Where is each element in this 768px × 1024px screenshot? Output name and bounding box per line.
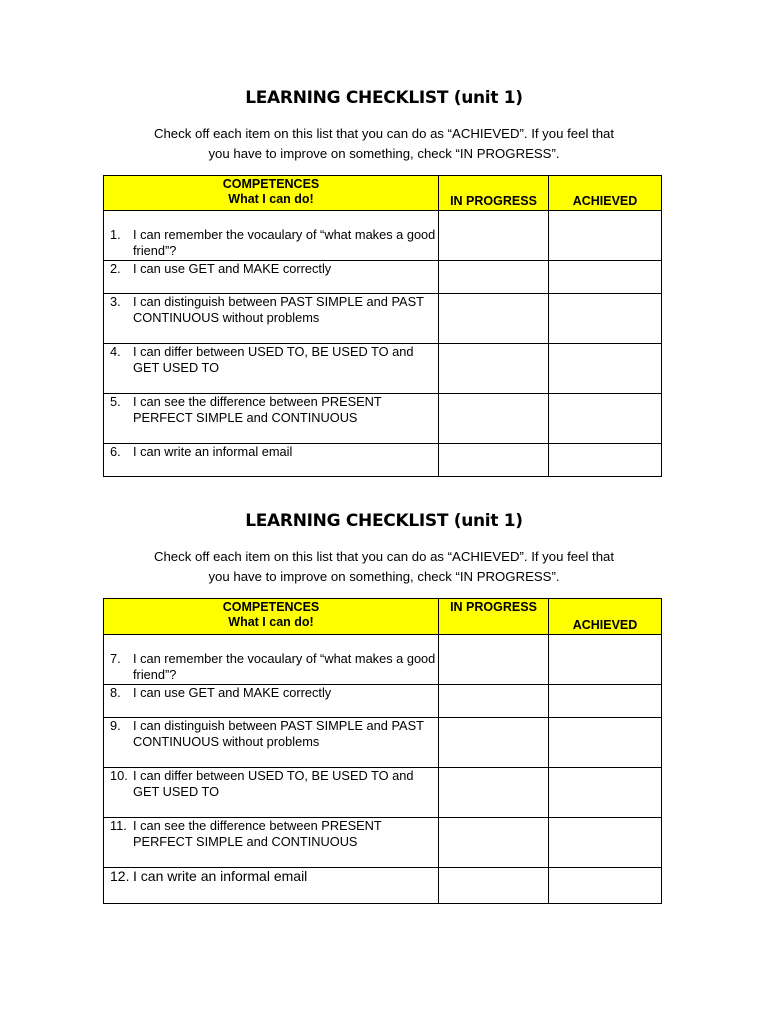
in-progress-checkbox-cell[interactable] bbox=[439, 818, 549, 868]
item-text: I can see the difference between PRESENT PERFECT SIMPLE and CONTINUOUS bbox=[133, 394, 382, 425]
achieved-checkbox-cell[interactable] bbox=[549, 211, 662, 261]
item-text: I can differ between USED TO, BE USED TO and GET USED TO bbox=[133, 768, 414, 799]
competence-cell bbox=[104, 718, 439, 768]
table-row bbox=[104, 394, 662, 444]
header-what-i-can-do: What I can do! bbox=[228, 615, 314, 629]
item-text: I can write an informal email bbox=[133, 868, 308, 884]
checklist-intro bbox=[100, 124, 668, 164]
item-number: 2. bbox=[110, 261, 121, 276]
competence-cell bbox=[104, 211, 439, 261]
competence-cell bbox=[104, 868, 439, 904]
item-number: 10. bbox=[110, 768, 128, 783]
checklist-table bbox=[103, 175, 662, 477]
achieved-checkbox-cell[interactable] bbox=[549, 294, 662, 344]
item-number: 12. bbox=[110, 868, 130, 884]
table-row bbox=[104, 868, 662, 904]
checklist-intro bbox=[100, 547, 668, 587]
in-progress-checkbox-cell[interactable] bbox=[439, 444, 549, 477]
competence-cell bbox=[104, 635, 439, 685]
in-progress-checkbox-cell[interactable] bbox=[439, 685, 549, 718]
competence-cell bbox=[104, 685, 439, 718]
checklist-section-1 bbox=[0, 86, 768, 459]
item-text: I can use GET and MAKE correctly bbox=[133, 685, 332, 700]
table-row bbox=[104, 294, 662, 344]
table-header-row bbox=[104, 176, 662, 211]
table-row bbox=[104, 211, 662, 261]
achieved-checkbox-cell[interactable] bbox=[549, 685, 662, 718]
achieved-checkbox-cell[interactable] bbox=[549, 718, 662, 768]
item-number: 5. bbox=[110, 394, 121, 409]
item-number: 1. bbox=[110, 227, 121, 242]
achieved-checkbox-cell[interactable] bbox=[549, 818, 662, 868]
in-progress-checkbox-cell[interactable] bbox=[439, 868, 549, 904]
item-text: I can distinguish between PAST SIMPLE and PAST CONTINUOUS without problems bbox=[133, 294, 424, 325]
item-number: 7. bbox=[110, 651, 121, 666]
checklist-title: LEARNING CHECKLIST (unit 1) bbox=[245, 511, 523, 531]
competence-cell bbox=[104, 818, 439, 868]
header-achieved: ACHIEVED bbox=[549, 599, 662, 635]
header-in-progress: IN PROGRESS bbox=[439, 176, 549, 211]
item-number: 8. bbox=[110, 685, 121, 700]
item-number: 9. bbox=[110, 718, 121, 733]
item-text: I can differ between USED TO, BE USED TO and GET USED TO bbox=[133, 344, 414, 375]
competence-cell bbox=[104, 344, 439, 394]
checklist-table bbox=[103, 598, 662, 904]
achieved-checkbox-cell[interactable] bbox=[549, 635, 662, 685]
intro-line: you have to improve on something, check “IN PROGRESS”. bbox=[208, 146, 560, 161]
in-progress-checkbox-cell[interactable] bbox=[439, 768, 549, 818]
table-row bbox=[104, 718, 662, 768]
in-progress-checkbox-cell[interactable] bbox=[439, 394, 549, 444]
achieved-checkbox-cell[interactable] bbox=[549, 868, 662, 904]
table-row bbox=[104, 768, 662, 818]
competence-cell bbox=[104, 261, 439, 294]
achieved-checkbox-cell[interactable] bbox=[549, 394, 662, 444]
header-competences bbox=[104, 599, 439, 635]
competence-cell bbox=[104, 768, 439, 818]
achieved-checkbox-cell[interactable] bbox=[549, 261, 662, 294]
table-row bbox=[104, 344, 662, 394]
in-progress-checkbox-cell[interactable] bbox=[439, 261, 549, 294]
item-number: 4. bbox=[110, 344, 121, 359]
in-progress-checkbox-cell[interactable] bbox=[439, 635, 549, 685]
intro-line: Check off each item on this list that you can do as “ACHIEVED”. If you feel that bbox=[153, 126, 615, 141]
achieved-checkbox-cell[interactable] bbox=[549, 444, 662, 477]
checklist-title: LEARNING CHECKLIST (unit 1) bbox=[245, 88, 523, 108]
competence-cell bbox=[104, 394, 439, 444]
header-competences bbox=[104, 176, 439, 211]
item-text: I can distinguish between PAST SIMPLE and PAST CONTINUOUS without problems bbox=[133, 718, 424, 749]
header-competences-label: COMPETENCES bbox=[222, 177, 320, 191]
table-header-row bbox=[104, 599, 662, 635]
item-number: 11. bbox=[110, 818, 127, 833]
item-text: I can see the difference between PRESENT PERFECT SIMPLE and CONTINUOUS bbox=[133, 818, 382, 849]
competence-cell bbox=[104, 294, 439, 344]
item-number: 3. bbox=[110, 294, 121, 309]
in-progress-checkbox-cell[interactable] bbox=[439, 294, 549, 344]
item-text: I can write an informal email bbox=[133, 444, 293, 459]
competence-cell bbox=[104, 444, 439, 477]
achieved-checkbox-cell[interactable] bbox=[549, 344, 662, 394]
table-row bbox=[104, 685, 662, 718]
achieved-checkbox-cell[interactable] bbox=[549, 768, 662, 818]
in-progress-checkbox-cell[interactable] bbox=[439, 211, 549, 261]
table-row bbox=[104, 635, 662, 685]
header-what-i-can-do: What I can do! bbox=[228, 192, 314, 206]
item-text: I can use GET and MAKE correctly bbox=[133, 261, 332, 276]
header-in-progress: IN PROGRESS bbox=[439, 599, 549, 635]
item-text: I can remember the vocaulary of “what makes a good friend”? bbox=[133, 651, 436, 682]
intro-line: you have to improve on something, check “IN PROGRESS”. bbox=[208, 569, 560, 584]
checklist-section-2 bbox=[0, 509, 768, 884]
item-text: I can remember the vocaulary of “what makes a good friend”? bbox=[133, 227, 436, 258]
table-row bbox=[104, 818, 662, 868]
item-number: 6. bbox=[110, 444, 121, 459]
in-progress-checkbox-cell[interactable] bbox=[439, 344, 549, 394]
table-row bbox=[104, 261, 662, 294]
header-achieved: ACHIEVED bbox=[549, 176, 662, 211]
intro-line: Check off each item on this list that you can do as “ACHIEVED”. If you feel that bbox=[153, 549, 615, 564]
table-row bbox=[104, 444, 662, 477]
header-competences-label: COMPETENCES bbox=[222, 600, 320, 614]
in-progress-checkbox-cell[interactable] bbox=[439, 718, 549, 768]
